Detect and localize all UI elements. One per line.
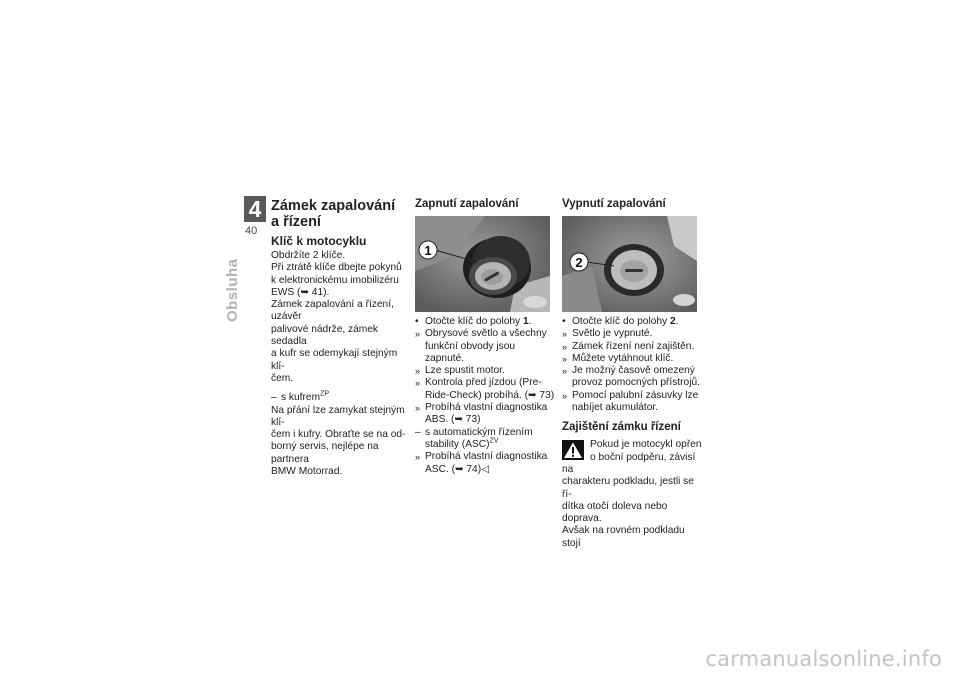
- result-arrow-icon: »: [415, 403, 421, 414]
- section-title: [271, 198, 406, 230]
- ignition-lock-position-2-image: [562, 216, 697, 312]
- result-item: [562, 328, 702, 340]
- section-title-line-1: Zámek zapalování: [271, 198, 396, 214]
- ignition-off-title: Vypnutí zapalování: [562, 198, 666, 210]
- result-item: [562, 365, 702, 390]
- option-asc: [415, 427, 555, 452]
- steering-lock-title: Zajištění zámku řízení: [562, 421, 681, 434]
- step-text: Otočte klíč do polohy: [572, 316, 670, 327]
- text-line: palivové nádrže, zámek sedadla: [271, 323, 379, 348]
- result-item: [415, 328, 555, 365]
- text-line: borný servis, nejlépe na partnera: [271, 441, 379, 465]
- result-arrow-icon: »: [415, 378, 421, 389]
- text-line: čem.: [271, 372, 294, 384]
- step-item: • Otočte klíč do polohy 2.: [562, 316, 679, 327]
- warning-block: [562, 439, 702, 550]
- result-item: [415, 451, 555, 476]
- warning-line: Avšak na rovném podkladu stojí: [562, 525, 685, 549]
- result-text[interactable]: Probíhá vlastní diagnostika ABS. (➥ 73): [425, 402, 548, 426]
- result-text[interactable]: Probíhá vlastní diagnostika ASC. (➥ 74)◁: [425, 451, 548, 475]
- page-number: 40: [245, 225, 258, 237]
- step-text: Otočte klíč do polohy: [425, 316, 523, 327]
- bullet-icon: •: [415, 316, 419, 327]
- text-line: čem i kufry. Obraťte se na od-: [271, 429, 406, 441]
- result-item: [562, 341, 702, 353]
- callout-number: 1: [424, 243, 432, 258]
- key-subtitle: Klíč k motocyklu: [271, 234, 367, 248]
- result-item: [415, 377, 555, 402]
- text-line: BMW Motorrad.: [271, 466, 343, 478]
- result-arrow-icon: »: [562, 390, 568, 401]
- ews-link-line[interactable]: EWS (➥ 41).: [271, 286, 330, 298]
- text-line: k elektronickému imobilizéru: [271, 274, 399, 286]
- result-text: Je možný časově omezený provoz pomocných přístrojů.: [572, 365, 700, 389]
- result-arrow-icon: »: [415, 366, 421, 377]
- ignition-off-photo: [562, 216, 697, 312]
- section-label: Obsluha: [224, 258, 241, 322]
- dash-icon: –: [271, 392, 277, 404]
- watermark: carmanualsonline.info: [705, 647, 942, 671]
- column-ignition-on: [415, 198, 555, 476]
- bullet-icon: •: [562, 316, 566, 327]
- chapter-number-tab: 4: [244, 196, 266, 222]
- result-item: [415, 365, 555, 377]
- option-sup: ZP: [320, 390, 330, 398]
- result-arrow-icon: »: [562, 329, 568, 340]
- option-text: s automatickým řízením stability (ASC): [425, 426, 533, 450]
- result-text: Zámek řízení není zajištěn.: [572, 340, 695, 352]
- option-label: s kufrem: [281, 392, 321, 404]
- result-arrow-icon: »: [562, 366, 568, 377]
- dash-icon: –: [415, 426, 421, 438]
- result-text: Pomocí palubní zásuvky lze nabíjet akumulátor.: [572, 389, 699, 414]
- result-arrow-icon: »: [562, 341, 568, 352]
- step-value: 1: [522, 316, 529, 327]
- result-text: Můžete vytáhnout klíč.: [572, 352, 674, 364]
- result-item: [562, 390, 702, 415]
- text-line: Zámek zapalování a řízení, uzávěr: [271, 299, 394, 323]
- text-line: Při ztrátě klíče dbejte pokynů: [271, 262, 402, 274]
- text-line: Obdržíte 2 klíče.: [271, 250, 346, 261]
- warning-line: o boční podpěru, závisí na: [562, 451, 696, 475]
- column-ignition-lock: [271, 198, 406, 478]
- ignition-on-title: Zapnutí zapalování: [415, 198, 519, 210]
- warning-line: charakteru podkladu, jestli se ří-: [562, 476, 694, 500]
- option-sup: ZV: [489, 437, 499, 445]
- text-line: Na přání lze zamykat stejným klí-: [271, 404, 405, 428]
- option-paragraph: [271, 405, 406, 479]
- callout-number: 2: [575, 255, 583, 270]
- result-text: Světlo je vypnuté.: [572, 328, 653, 340]
- ignition-lock-position-1-image: [415, 216, 550, 312]
- result-text: Lze spustit motor.: [425, 365, 505, 377]
- step-item: • Otočte klíč do polohy 1.: [415, 316, 532, 327]
- column-ignition-off: [562, 198, 702, 550]
- result-item: [415, 402, 555, 427]
- key-paragraph: [271, 250, 406, 385]
- warning-line: dítka otočí doleva nebo doprava.: [562, 500, 668, 525]
- result-arrow-icon: »: [562, 353, 568, 364]
- warning-line: Pokud je motocykl opřen: [590, 439, 702, 451]
- result-arrow-icon: »: [415, 452, 421, 463]
- section-title-line-2: a řízení: [271, 214, 321, 230]
- result-arrow-icon: »: [415, 329, 421, 340]
- text-line: a kufr se odemykají stejným klí-: [271, 348, 398, 372]
- result-text: Obrysové světlo a všechny funkční obvody jsou zapnuté.: [425, 328, 547, 364]
- warning-triangle-icon: [562, 440, 584, 460]
- result-text[interactable]: Kontrola před jízdou (Pre-Ride-Check) probíhá. (➥ 73): [425, 377, 555, 401]
- option-case: [271, 392, 406, 404]
- ignition-on-photo: [415, 216, 550, 312]
- result-item: [562, 353, 702, 365]
- step-value: 2: [669, 316, 676, 327]
